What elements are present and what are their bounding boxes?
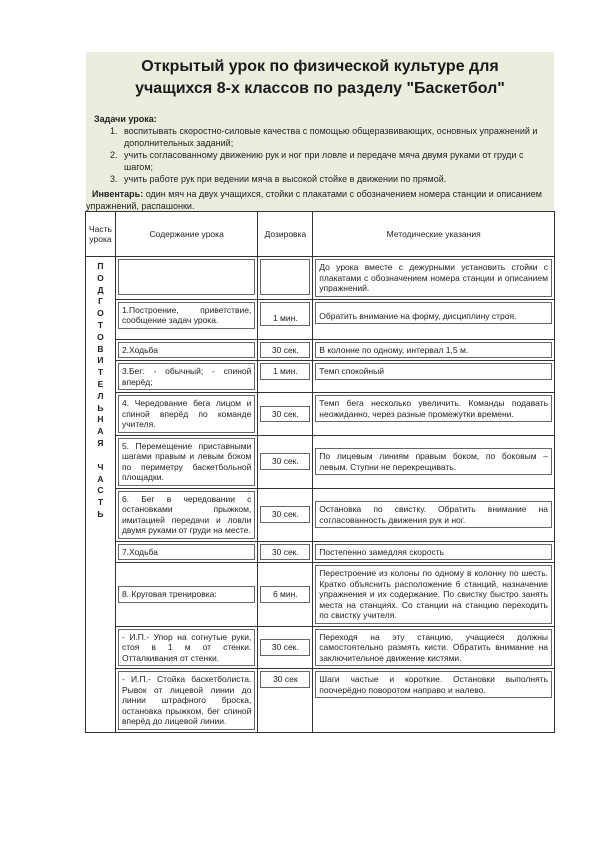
notes-cell: В колонне по одному, интервал 1,5 м. — [313, 339, 555, 361]
part-letter: А — [97, 426, 104, 437]
dose-cell: 30 сек. — [258, 393, 313, 436]
dose-cell: 1 мин. — [258, 361, 313, 393]
part-letter: В — [97, 343, 104, 354]
notes-cell: Обратить внимание на форму, дисциплину строя. — [313, 299, 555, 339]
table-row — [86, 361, 555, 393]
notes-cell: Перестроение из колоны по одному в колонну по шесть. Кратко объяснить расположение 6 станций, назначение упражнения и их содержание. По свистку быстро занять места на станциях. Со станции на станцию переходить по свистку учителя. — [313, 563, 555, 627]
table-row — [86, 339, 555, 361]
dose-cell: 30 сек — [258, 669, 313, 733]
page-title — [86, 56, 554, 100]
content-cell: 8. Круговая тренировка: — [115, 563, 257, 627]
dose-cell — [258, 257, 313, 300]
notes-cell: По лицевым линиям правым боком, по боковым – левым. Ступни не перекрещивать. — [313, 435, 555, 488]
tasks-list — [92, 125, 547, 185]
part-letter: Ь — [97, 402, 104, 413]
content-cell: 7.Ходьба — [115, 541, 257, 563]
part-letter: Г — [98, 296, 103, 307]
dose-cell: 30 сек. — [258, 626, 313, 669]
content-cell: 3.Бег: - обычный; - спиной вперёд; — [115, 361, 257, 393]
content-cell — [115, 257, 257, 300]
header-notes: Методические указания — [313, 212, 555, 257]
part-letter: А — [97, 473, 104, 484]
lesson-table — [85, 211, 555, 733]
part-letter: Е — [97, 378, 104, 389]
part-letter: О — [97, 308, 104, 319]
part-letter: Ч — [97, 461, 104, 472]
inventory-label: Инвентарь: — [92, 189, 144, 199]
part-letter: Т — [97, 367, 104, 378]
header-part: Часть урока — [86, 212, 116, 257]
notes-cell: Шаги частые и короткие. Остановки выполнять поочерёдно поворотом направо и налево. — [313, 669, 555, 733]
content-cell: 5. Перемещение приставными шагами правым и левым боком по периметру баскетбольной площадки. — [115, 435, 257, 488]
part-letter: Ь — [97, 508, 104, 519]
dose-cell: 6 мин. — [258, 563, 313, 627]
notes-cell: Темп бега несколько увеличить. Команды подавать неожиданно, через разные промежутки времени. — [313, 393, 555, 436]
title-line-2: учащихся 8-х классов по разделу "Баскетбол" — [135, 80, 505, 97]
table-row — [86, 541, 555, 563]
inventory-description: один мяч на двух учащихся, стойки с плакатами с обозначением номера станции и описанием упражнений, распашонки. — [86, 189, 542, 211]
part-letter: Я — [97, 437, 104, 448]
part-letter: О — [97, 331, 104, 342]
task-item: 3. учить работе рук при ведении мяча в высокой стойке в движении по прямой. — [120, 173, 547, 185]
dose-cell: 30 сек. — [258, 339, 313, 361]
table-row — [86, 563, 555, 627]
notes-cell: До урока вместе с дежурными установить стойки с плакатами с обозначением номера станции и описанием упражнений. — [313, 257, 555, 300]
part-letter: Н — [97, 414, 104, 425]
lesson-tasks — [92, 113, 547, 185]
part-letter: Т — [97, 319, 104, 330]
part-name-cell — [86, 257, 116, 733]
table-row — [86, 626, 555, 669]
inventory-text — [86, 188, 554, 212]
dose-cell: 30 сек. — [258, 541, 313, 563]
content-cell: - И.П.- Упор на согнутые руки, стоя в 1 м от стенки. Отталкивания от стенки. — [115, 626, 257, 669]
table-row — [86, 669, 555, 733]
dose-cell: 30 сек. — [258, 488, 313, 541]
table-row — [86, 393, 555, 436]
notes-cell: Постепенно замедляя скорость — [313, 541, 555, 563]
part-letter: С — [97, 485, 104, 496]
task-item: 1. воспитывать скоростно-силовые качества с помощью общеразвивающих, основных упражнений и дополнительных заданий; — [120, 125, 547, 149]
task-item: 2. учить согласованному движению рук и ног при ловле и передаче мяча двумя руками от груди с шагом; — [120, 149, 547, 173]
table-row — [86, 299, 555, 339]
header-content: Содержание урока — [115, 212, 257, 257]
part-letter: И — [97, 355, 104, 366]
notes-cell: Переходя на эту станцию, учащиеся должны самостоятельно размять кисти. Обратить внимание на заключительное движение кистями. — [313, 626, 555, 669]
content-cell: 1.Построение, приветствие, сообщение задач урока. — [115, 299, 257, 339]
part-letter: Т — [97, 497, 104, 508]
notes-cell: Остановка по свистку. Обратить внимание на согласованность движения рук и ног. — [313, 488, 555, 541]
content-cell: 6. Бег в чередовании с остановками прыжком, имитацией передачи и ловли двумя руками от груди на месте. — [115, 488, 257, 541]
part-letter: Д — [97, 284, 104, 295]
letter-gap — [86, 450, 115, 462]
part-letter: Л — [97, 390, 104, 401]
content-cell: 4. Чередование бега лицом и спиной вперёд по команде учителя. — [115, 393, 257, 436]
part-letter: О — [97, 272, 104, 283]
notes-cell: Темп спокойный — [313, 361, 555, 393]
part-letter: П — [97, 261, 104, 271]
table-row — [86, 257, 555, 300]
tasks-heading: Задачи урока: — [94, 114, 157, 124]
content-cell: - И.П.- Стойка баскетболиста. Рывок от лицевой линии до линии штрафного броска, остановка прыжком, бег спиной вперёд до лицевой линии. — [115, 669, 257, 733]
content-cell: 2.Ходьба — [115, 339, 257, 361]
dose-cell: 30 сек. — [258, 435, 313, 488]
dose-cell: 1 мин. — [258, 299, 313, 339]
table-row — [86, 488, 555, 541]
part-name-vertical — [86, 257, 115, 521]
header-dose: Дозировка — [258, 212, 313, 257]
title-line-1: Открытый урок по физической культуре для — [141, 58, 499, 75]
table-header-row — [86, 212, 555, 257]
table-row — [86, 435, 555, 488]
